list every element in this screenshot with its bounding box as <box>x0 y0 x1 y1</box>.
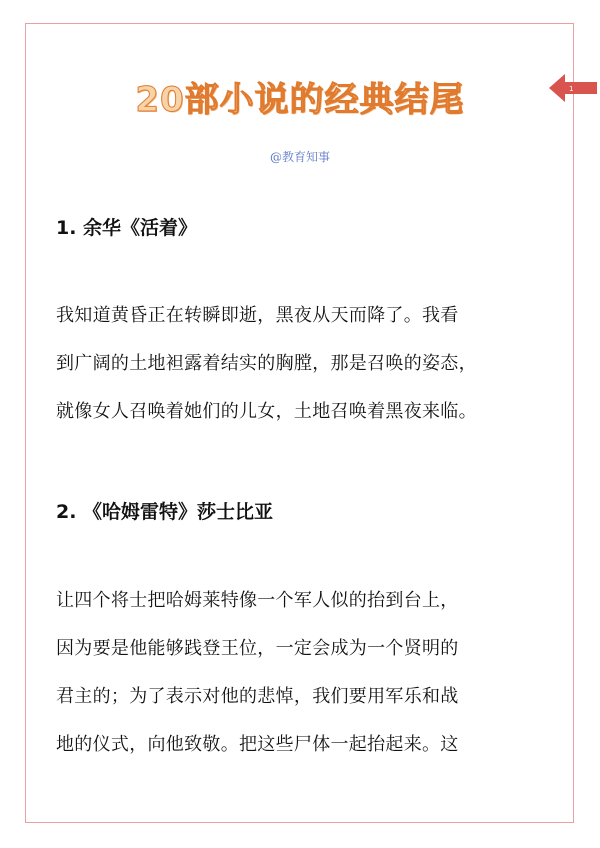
author-handle: @教育知事 <box>269 150 330 164</box>
section-body-2 <box>56 577 556 769</box>
section-heading-1: 1. 余华《活着》 <box>56 217 198 239</box>
section-heading-2: 2. 《哈姆雷特》莎士比亚 <box>56 501 274 523</box>
document-title: 20部小说的经典结尾 <box>135 80 465 120</box>
body-line: 让四个将士把哈姆莱特像一个军人似的抬到台上， <box>56 590 459 611</box>
svg-text:1: 1 <box>569 85 574 93</box>
body-line: 因为要是他能够践登王位，一定会成为一个贤明的 <box>56 638 459 659</box>
body-line: 我知道黄昏正在转瞬即逝，黑夜从天而降了。我看 <box>56 305 459 326</box>
body-line: 地的仪式，向他致敬。把这些尸体一起抬起来。这 <box>56 734 459 755</box>
body-line: 君主的；为了表示对他的悲悼，我们要用军乐和战 <box>56 686 459 707</box>
body-line: 到广阔的土地袒露着结实的胸膛，那是召唤的姿态， <box>56 353 477 374</box>
left-arrow-icon[interactable] <box>549 74 597 102</box>
body-line: 就像女人召唤着她们的儿女，土地召唤着黑夜来临。 <box>56 401 477 422</box>
section-body-1 <box>56 292 556 436</box>
